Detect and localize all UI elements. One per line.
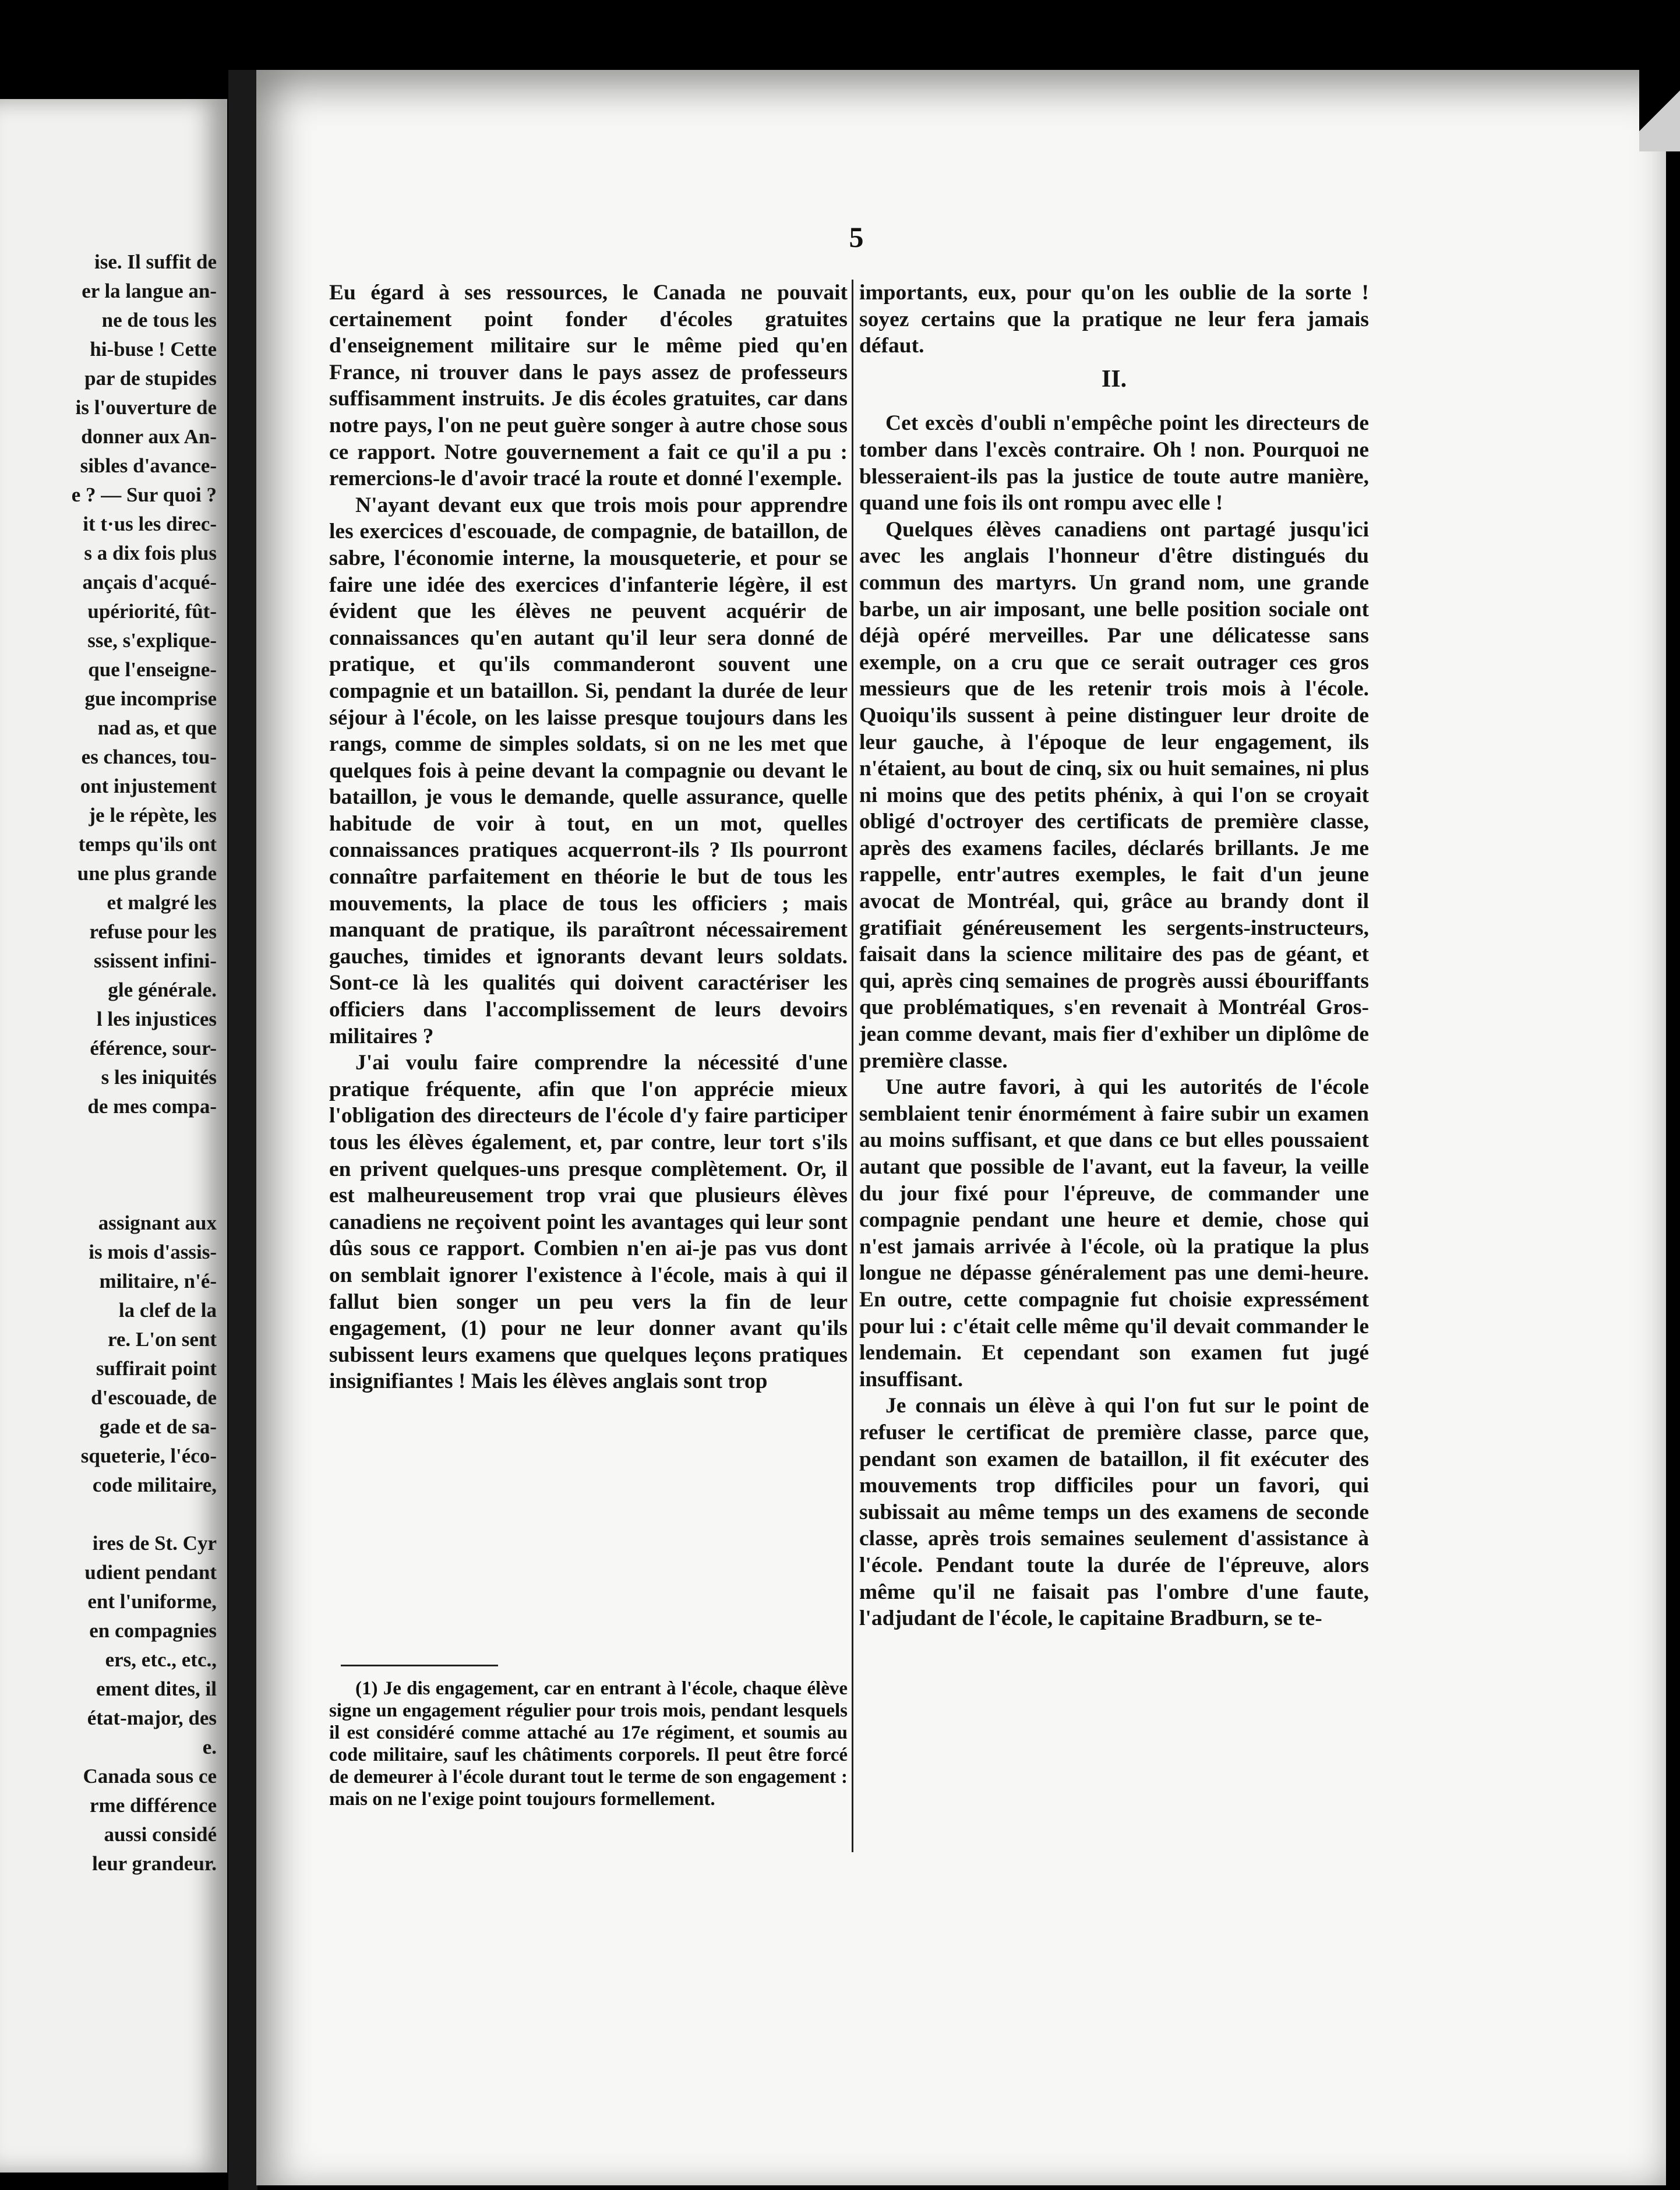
facing-page-line: gle générale.	[108, 979, 217, 1001]
facing-page-line: ement dites, il	[96, 1677, 217, 1700]
facing-page-line: par de stupides	[84, 367, 217, 390]
facing-page-line: gade et de sa-	[99, 1415, 217, 1438]
facing-page-line: une plus grande	[77, 862, 217, 885]
facing-page-line: er la langue an-	[82, 280, 217, 302]
right-column	[859, 280, 1369, 1632]
facing-page-line: suffirait point	[96, 1357, 217, 1380]
facing-page-line: re. L'on sent	[108, 1328, 217, 1351]
page-corner-fold	[1639, 70, 1680, 151]
paragraph: N'ayant devant eux que trois mois pour apprendre les exercices d'escouade, de compagnie, de bataillon, de sabre, l'économie interne, la mousqueterie, et pour se faire une idée des exercices d'infanterie légère, il est évident que les élèves ne peuvent acquérir de connaissances qu'en autant qu'il leur sera donné de pratique, et qu'ils commanderont souvent une compagnie et un bataillon. Si, pendant la durée de leur séjour à l'école, on les laisse presque toujours dans les rangs, comme de simples soldats, si on ne les met que quelques fois à peine devant la compagnie ou devant le bataillon, je vous le demande, quelle assurance, quelle habitude de voir à tout, en un mot, quelles connaissances pratiques acquerront-ils ? Ils pourront connaître parfaitement en théorie le but de tous les mouvements, la place de tous les officiers ; mais manquant de pratique, ils paraîtront nécessairement gauches, timides et ignorants devant leurs soldats. Sont-ce là les qualités qui doivent caractériser les officiers dans l'accomplissement de leurs devoirs militaires ?	[329, 493, 848, 1048]
facing-page-line: is l'ouverture de	[75, 396, 217, 419]
facing-page-line: éférence, sour-	[90, 1037, 217, 1059]
facing-page-line: je le répète, les	[89, 804, 217, 826]
facing-page-line: sibles d'avance-	[80, 454, 217, 477]
facing-page-line	[0, 1179, 217, 1209]
facing-page-line: ise. Il suffit de	[94, 250, 217, 273]
facing-page-line: it t·us les direc-	[83, 513, 217, 535]
footnote	[329, 1677, 848, 1810]
facing-page-line	[0, 1500, 217, 1529]
facing-page-line: ers, etc., etc.,	[105, 1648, 217, 1671]
footnote-rule	[341, 1665, 498, 1666]
facing-page-line: s a dix fois plus	[84, 542, 217, 564]
facing-page-line: la clef de la	[118, 1299, 217, 1322]
facing-page-line: is mois d'assis-	[89, 1241, 217, 1263]
facing-page-line: et malgré les	[107, 891, 217, 914]
page-number: 5	[849, 221, 864, 253]
facing-page-line: militaire, n'é-	[99, 1270, 217, 1292]
column-rule	[852, 280, 853, 1852]
section-heading: II.	[1101, 365, 1127, 393]
paragraph: Une autre favori, à qui les autorités de l'école semblaient tenir énormément à faire subir un examen au moins suffisant, et que dans ce but elles poussaient autant que possible de l'avant, eut la faveur, la veille du jour fixé pour l'épreuve, de commander une compagnie pendant une heure et demie, chose qui n'est jamais arrivée à l'école, où la pratique la plus longue ne dépasse généralement pas une demi-heure. En outre, cette compagnie fut choisie expressément pour lui : c'était celle même qu'il devait commander le lendemain. Et cependant son examen fut jugé insuffisant.	[859, 1075, 1369, 1391]
page-gutter	[228, 70, 257, 2190]
facing-page-line: rme différence	[90, 1794, 217, 1817]
facing-page-text	[0, 248, 217, 1878]
facing-page-line: Canada sous ce	[83, 1765, 217, 1788]
facing-page-line: udient pendant	[84, 1561, 217, 1584]
facing-page-line: assignant aux	[98, 1211, 217, 1234]
facing-page-line: e ? — Sur quoi ?	[71, 483, 217, 506]
paragraph: Quelques élèves canadiens ont partagé jusqu'ici avec les anglais l'honneur d'être distingués du commun des martyrs. Un grand nom, une grande barbe, un air imposant, une belle position sociale ont déjà opéré merveilles. Par une délicatesse sans exemple, on a cru que ce serait outrager ces gros messieurs que de les retenir trois mois à l'école. Quoiqu'ils sussent à peine distinguer leur droite de leur gauche, à l'époque de leur engagement, ils n'étaient, au bout de cinq, six ou huit semaines, ni plus ni moins que des petits phénix, à qui l'on se croyait obligé d'octroyer des certificats de première classe, après des examens faciles, déclarés brillants. Je me rappelle, entr'autres exemples, le fait d'un jeune avocat de Montréal, qui, grâce au brandy dont il gratifiait généreusement les sergents-instructeurs, faisait dans la science militaire des pas de géant, et qui, après cinq semaines de progrès aussi ébouriffants que problématiques, s'en revenait à Montréal Gros-jean comme devant, mais fier d'exhiber un diplôme de première classe.	[859, 517, 1369, 1073]
facing-page-line: ssissent infini-	[93, 949, 217, 972]
facing-page-line: aussi considé	[104, 1823, 217, 1846]
facing-page-line	[0, 1150, 217, 1179]
facing-page-line: ne de tous les	[101, 309, 217, 331]
facing-page-line: refuse pour les	[89, 920, 217, 943]
facing-page-line: leur grandeur.	[92, 1852, 217, 1875]
facing-page-line	[0, 1121, 217, 1150]
facing-page-line: en compagnies	[89, 1619, 217, 1642]
facing-page-line: e.	[202, 1736, 217, 1758]
facing-page-line: squeterie, l'éco-	[80, 1444, 217, 1467]
facing-page-line: ont injustement	[80, 775, 217, 797]
paragraph: importants, eux, pour qu'on les oublie de la sorte ! soyez certains que la pratique ne leur fera jamais défaut.	[859, 281, 1369, 358]
paragraph: Eu égard à ses ressources, le Canada ne pouvait certainement point fonder d'écoles gratuites d'enseignement militaire sur le même pied qu'en France, ni trouver dans le pays assez de professeurs suffisamment instruits. Je dis écoles gratuites, car dans notre pays, l'on ne peut guère songer à autre chose sous ce rapport. Notre gouvernement a fait ce qu'il a pu : remercions-le d'avoir tracé la route et donné l'exemple.	[329, 281, 848, 491]
facing-page-fragment	[0, 99, 227, 2173]
facing-page-line: ançais d'acqué-	[82, 571, 217, 594]
facing-page-line: sse, s'explique-	[87, 629, 217, 652]
facing-page-line: ent l'uniforme,	[87, 1590, 217, 1613]
facing-page-line: temps qu'ils ont	[78, 833, 217, 856]
facing-page-line: l les injustices	[96, 1008, 217, 1030]
left-column	[329, 280, 848, 1395]
facing-page-line: ires de St. Cyr	[92, 1532, 217, 1555]
facing-page-line: nad as, et que	[97, 716, 217, 739]
facing-page-line: de mes compa-	[87, 1095, 217, 1118]
facing-page-line: d'escouade, de	[91, 1386, 217, 1409]
facing-page-line: code militaire,	[92, 1474, 217, 1496]
paragraph: J'ai voulu faire comprendre la nécessité d'une pratique fréquente, afin que l'on apprécie mieux l'obligation des directeurs de l'école d'y faire participer tous les élèves également, et, par contre, leur tort s'ils en privent quelques-uns presque complètement. Or, il est malheureusement trop vrai que plusieurs élèves canadiens ne reçoivent point les avantages qui leur sont dûs sous ce rapport. Combien n'en ai-je pas vus dont on semblait ignorer l'existence à l'école, mais à qui il fallut bien songer un peu vers la fin de leur engagement, (1) pour ne leur donner avant qu'ils subissent leurs examens que quelques leçons pratiques insignifiantes ! Mais les élèves anglais sont trop	[329, 1051, 848, 1394]
facing-page-line: que l'enseigne-	[88, 658, 217, 681]
footnote-text: (1) Je dis engagement, car en entrant à l'école, chaque élève signe un engagement régulier pour trois mois, pendant lesquels il est considéré comme attaché au 17e régiment, et soumis au code militaire, sauf les châtiments corporels. Il peut être forcé de demeurer à l'école durant tout le terme de son engagement : mais on ne l'exige point toujours formellement.	[329, 1678, 848, 1810]
paragraph: Je connais un élève à qui l'on fut sur le point de refuser le certificat de première classe, parce que, pendant son examen de bataillon, il fit exécuter des mouvements trop difficiles pour un favori, qui subissait au même temps un des examens de seconde classe, après trois semaines seulement d'assistance à l'école. Pendant toute la durée de l'épreuve, alors même qu'il ne faisait pas l'ombre d'une faute, l'adjudant de l'école, le capitaine Bradburn, se te-	[859, 1394, 1369, 1631]
facing-page-line: gue incomprise	[84, 687, 217, 710]
facing-page-line: s les iniquités	[101, 1066, 217, 1089]
facing-page-line: hi-buse ! Cette	[90, 338, 217, 361]
facing-page-line: upériorité, fût-	[87, 600, 217, 623]
paragraph: Cet excès d'oubli n'empêche point les directeurs de tomber dans l'excès contraire. Oh ! non. Pourquoi ne blesseraient-ils pas la justice de toute autre manière, quand une fois ils ont rompu avec elle !	[859, 411, 1369, 515]
facing-page-line: es chances, tou-	[81, 746, 217, 768]
facing-page-line: donner aux An-	[81, 425, 217, 448]
facing-page-line: état-major, des	[87, 1707, 217, 1729]
